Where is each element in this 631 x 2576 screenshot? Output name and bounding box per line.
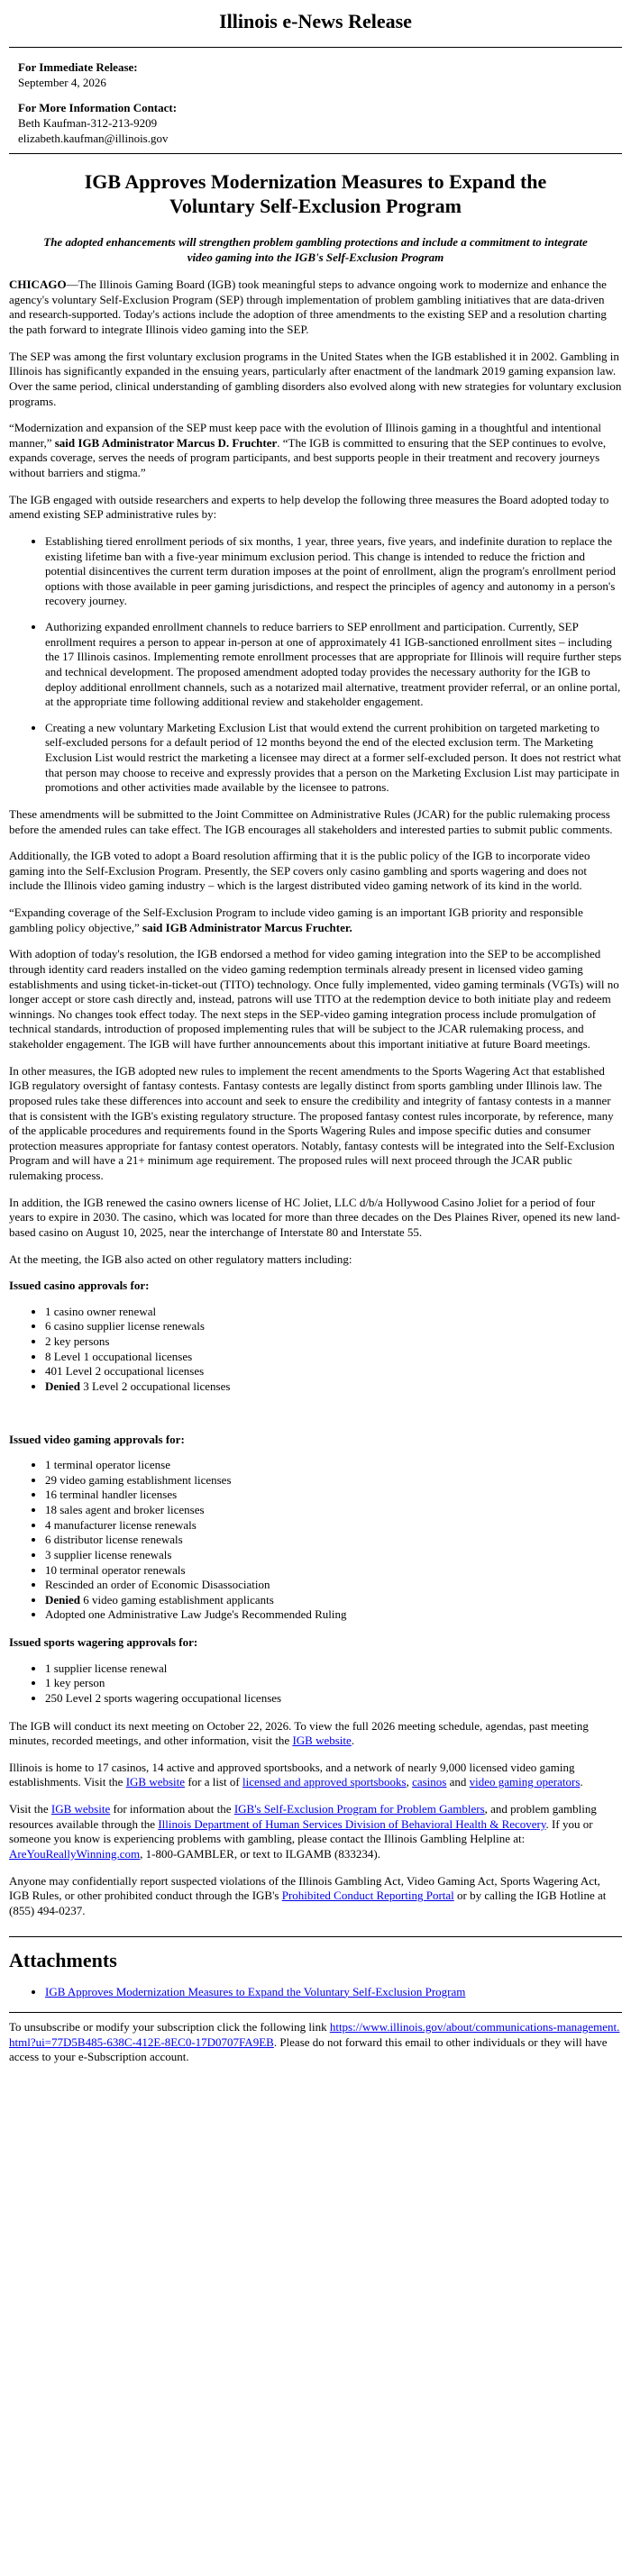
list-item: • 8 Level 1 occupational licenses [45, 1350, 622, 1365]
casino-approvals-heading: Issued casino approvals for: [9, 1279, 150, 1293]
list-item: • 6 casino supplier license renewals [45, 1319, 622, 1334]
list-item: • 1 supplier license renewal [45, 1661, 622, 1677]
list-item: • Adopted one Administrative Law Judge's Recommended Ruling [45, 1607, 622, 1623]
list-item: • Denied 6 video gaming establishment applicants [45, 1593, 622, 1608]
release-date: September 4, 2026 [18, 75, 106, 89]
paragraph-video-gaming: With adoption of today's resolution, the IGB endorsed a method for video gaming integration into the SEP to be accomplished through identity card readers installed on the video gaming redemption terminals already present in licensed video gaming establishments and using ticket-in-ticket-out (TITO) technology. Once fully implemented, video gaming terminals (VGTs) will no longer accept or store cash directly and, instead, patrons will use TITO at the redemption device to both initiate play and redeem winnings. No changes took effect today. The next steps in the SEP-video gaming integration process include promulgation of technical standards, introduction of proposed implementing rules that will be subject to the JCAR rulemaking process, and stakeholder engagement. The IGB will have further announcements about this important initiative at future Board meetings. [9, 947, 619, 1051]
list-item: • 16 terminal handler licenses [45, 1488, 622, 1503]
paragraph-quote-1 [9, 421, 622, 481]
list-item: • 6 distributor license renewals [45, 1533, 622, 1548]
masthead: Illinois e-News Release [9, 0, 622, 48]
intro-text: —The Illinois Gaming Board (IGB) took meaningful steps to advance ongoing work to modernize and enhance the agency's voluntary Self-Exclusion Program (SEP) through implementation of problem gambling initiatives that are data-driven and research-supported. Today's actions include the adoption of three amendments to the existing SEP and a resolution charting the path forward to integrate Illinois video gaming into the SEP. [9, 278, 607, 337]
sports-approvals-heading: Issued sports wagering approvals for: [9, 1635, 198, 1650]
igb-website-link[interactable]: IGB website [292, 1734, 352, 1748]
paragraph-jcar: These amendments will be submitted to the Joint Committee on Administrative Rules (JCAR) for the public rulemaking process before the amended rules can take effect. The IGB encourages all stakeholders and interested parties to submit public comments. [9, 806, 613, 836]
list-item: • Denied 3 Level 2 occupational licenses [45, 1379, 622, 1395]
list-item: • 4 manufacturer license renewals [45, 1518, 622, 1534]
paragraph-other-matters: At the meeting, the IGB also acted on other regulatory matters including: [9, 1252, 352, 1266]
video-gaming-operators-link[interactable]: video gaming operators [469, 1775, 581, 1789]
paragraph-reporting: Anyone may confidentially report suspected violations of the Illinois Gambling Act, Video Gaming Act, Sports Wagering Act, IGB Rules, or other prohibited conduct through the IGB's Prohibited Conduct Reporting Portal or by calling the IGB Hotline at (855) 494-0237. [9, 1873, 607, 1917]
list-item: • 18 sales agent and broker licenses [45, 1503, 622, 1518]
list-item [45, 1985, 622, 2000]
sports-approvals-list [9, 1661, 622, 1707]
unsubscribe-link[interactable]: https://www.illinois.gov/about/communications-management.html?ui=77D5B485-638C-412E-8EC0-17D0707FA9EB [9, 2020, 620, 2049]
list-item: • 401 Level 2 occupational licenses [45, 1364, 622, 1379]
quote-attribution: said IGB Administrator Marcus D. Fruchter [54, 435, 278, 450]
list-item: • 1 key person [45, 1676, 622, 1691]
release-subtitle: The adopted enhancements will strengthen problem gambling protections and include a commitment to integrate video gaming into the IGB's Self-Exclusion Program [43, 234, 588, 264]
divider [9, 153, 622, 154]
helpline-link[interactable]: AreYouReallyWinning.com [9, 1846, 141, 1861]
list-item: • 29 video gaming establishment licenses [45, 1473, 622, 1488]
paragraph-resources: Visit the IGB website for information about the IGB's Self-Exclusion Program for Problem Gamblers, and problem gambling resources available through the Illinois Department of Human Services Division of Behavioral Health & Recovery. If you or someone you know is experiencing problems with gambling, please contact the Illinois Gambling Helpline at: AreYouReallyWinning.com, 1-800-GAMBLER, or text to ILGAMB (833234). [9, 1802, 597, 1861]
paragraph-renewal: In addition, the IGB renewed the casino owners license of HC Joliet, LLC d/b/a Hollywood Casino Joliet for a period of four years to expire in 2030. The casino, which was located for more than three decades on the Des Plaines River, opened its new land-based casino on August 10, 2025, near the interchange of Interstate 80 and Interstate 55. [9, 1195, 620, 1239]
list-item: • 250 Level 2 sports wagering occupational licenses [45, 1691, 622, 1707]
release-meta [9, 48, 622, 146]
list-item: • Rescinded an order of Economic Disassociation [45, 1578, 622, 1593]
release-title: IGB Approves Modernization Measures to Expand the Voluntary Self-Exclusion Program [84, 170, 547, 218]
attachment-link[interactable]: IGB Approves Modernization Measures to Expand the Voluntary Self-Exclusion Program [45, 1984, 466, 1998]
igb-website-link[interactable]: IGB website [125, 1775, 186, 1789]
contact-name: Beth Kaufman-312-213-9209 [18, 116, 158, 131]
attachments-heading: Attachments [9, 1936, 622, 1973]
paragraph-next-meeting: The IGB will conduct its next meeting on October 22, 2026. To view the full 2026 meeting schedule, agendas, past meeting minutes, recorded meetings, and other information, visit the IGB website. [9, 1718, 589, 1748]
list-item: • 2 key persons [45, 1334, 622, 1350]
igb-website-link[interactable]: IGB website [50, 1802, 111, 1816]
list-item: • 1 casino owner renewal [45, 1305, 622, 1320]
list-item: • 10 terminal operator renewals [45, 1563, 622, 1579]
footer-end: . Please do not forward this email to other individuals or they will have access to your e-Subscription account. [9, 2034, 608, 2064]
contact-label: For More Information Contact: [18, 101, 178, 115]
paragraph-licensees: Illinois is home to 17 casinos, 14 active and approved sportsbooks, and a network of nearly 9,000 licensed video gaming establishments. Visit the IGB website for a list of licensed and approved sportsbooks, casinos and video gaming operators. [9, 1760, 583, 1789]
list-item: • Establishing tiered enrollment periods of six months, 1 year, three years, five years, and indefinite duration to replace the existing lifetime ban with a five-year minimum exclusion period. This change is intended to reduce the friction and potential disincentives the current term duration imposes at the point of enrollment, align the program's enrollment period options with those available in peer gaming jurisdictions, and respect the principles of agency and autonomy in a person's recovery journey. [45, 534, 622, 609]
paragraph-quote-2 [9, 906, 622, 935]
immediate-release-label: For Immediate Release: [18, 60, 138, 75]
sportsbooks-link[interactable]: licensed and approved sportsbooks [242, 1775, 407, 1789]
quote-text: “Modernization and expansion of the SEP must keep pace with the evolution of Illinois gaming in a thoughtful and intentional manner,” [9, 421, 601, 450]
paragraph-fantasy: In other measures, the IGB adopted new rules to implement the recent amendments to the Sports Wagering Act that established IGB regulatory oversight of fantasy contests. Fantasy contests are legally distinct from sports gambling under Illinois law. The proposed rules take these differences into account and seek to ensure the credibility and integrity of fantasy contests in a manner that is consistent with the IGB's existing regulatory structure. The proposed fantasy contest rules incorporate, by reference, many of the applicable procedures and requirements found in the Sports Wagering Rules and impose specific duties and consumer protection measures appropriate for fantasy contest operators. Notably, fantasy contests will be integrated into the Self-Exclusion Program and will have a 21+ minimum age requirement. The proposed rules will next proceed through the JCAR public rulemaking process. [9, 1063, 615, 1183]
footer [9, 2012, 622, 2074]
quote-text: “Expanding coverage of the Self-Exclusion Program to include video gaming is an important IGB priority and responsible gambling policy objective,” [9, 906, 583, 934]
quote-attribution: said IGB Administrator Marcus Fruchter. [142, 920, 352, 934]
paragraph-intro [9, 278, 622, 338]
list-item: • 1 terminal operator license [45, 1458, 622, 1473]
attachments-list [9, 1985, 622, 2000]
footer-text: To unsubscribe or modify your subscription click the following link [9, 2020, 330, 2034]
list-item: • Authorizing expanded enrollment channels to reduce barriers to SEP enrollment and participation. Currently, SEP enrollment requires a person to appear in-person at one of approximately 41 IGB-sanctioned enrollment sites – including the 17 Illinois casinos. Implementing remote enrollment processes that are appropriate for Illinois will require further steps and technical development. The proposed amendment adopted today provides the necessary authority for the IGB to deploy additional enrollment channels, such as a notarized mail alternative, treatment provider referral, or an online portal, at the appropriate time following additional review and stakeholder engagement. [45, 620, 622, 710]
paragraph-resolution: Additionally, the IGB voted to adopt a Board resolution affirming that it is the public policy of the IGB to incorporate video gaming into the Self-Exclusion Program. Presently, the SEP covers only casino gambling and sports wagering and does not include the Illinois video gaming industry – which is the largest distributed video gaming network of its kind in the world. [9, 849, 590, 893]
measures-list [9, 534, 622, 796]
self-exclusion-program-link[interactable]: IGB's Self-Exclusion Program for Problem Gamblers [233, 1802, 485, 1816]
dateline: CHICAGO [9, 278, 67, 292]
quote-rest: . “The IGB is committed to ensuring that the SEP continues to evolve, expands coverage, serves the needs of program participants, and best supports people in their treatment and recovery journeys without barriers and stigma.” [9, 435, 607, 480]
contact-email: elizabeth.kaufman@illinois.gov [18, 131, 169, 145]
video-approvals-list [9, 1458, 622, 1623]
paragraph-measures-intro: The IGB engaged with outside researchers and experts to help develop the following three measures the Board adopted today to amend existing SEP administrative rules by: [9, 492, 609, 522]
list-item: • Creating a new voluntary Marketing Exclusion List that would extend the current prohibition on targeted marketing to self-excluded persons for a default period of 12 months beyond the end of the elected exclusion term. The Marketing Exclusion List would restrict the marketing a licensee may direct at a former self-excluded person. It does not restrict what that person may choose to receive and expressly provides that a person on the Marketing Exclusion List may participate in promotions and other activities made available by the licensee to patrons. [45, 721, 622, 796]
video-approvals-heading: Issued video gaming approvals for: [9, 1432, 185, 1446]
idhs-link[interactable]: Illinois Department of Human Services Division of Behavioral Health & Recovery [158, 1816, 546, 1831]
casino-approvals-list [9, 1305, 622, 1395]
reporting-portal-link[interactable]: Prohibited Conduct Reporting Portal [281, 1889, 454, 1903]
paragraph-history: The SEP was among the first voluntary exclusion programs in the United States when the IGB established it in 2002. Gambling in Illinois has significantly expanded in the ensuing years, particularly after enactment of the landmark 2019 gaming expansion law. Over the same period, clinical understanding of gambling disorders also evolved along with new strategies for voluntary exclusion programs. [9, 349, 622, 408]
casinos-link[interactable]: casinos [412, 1775, 447, 1789]
list-item: • 3 supplier license renewals [45, 1548, 622, 1563]
